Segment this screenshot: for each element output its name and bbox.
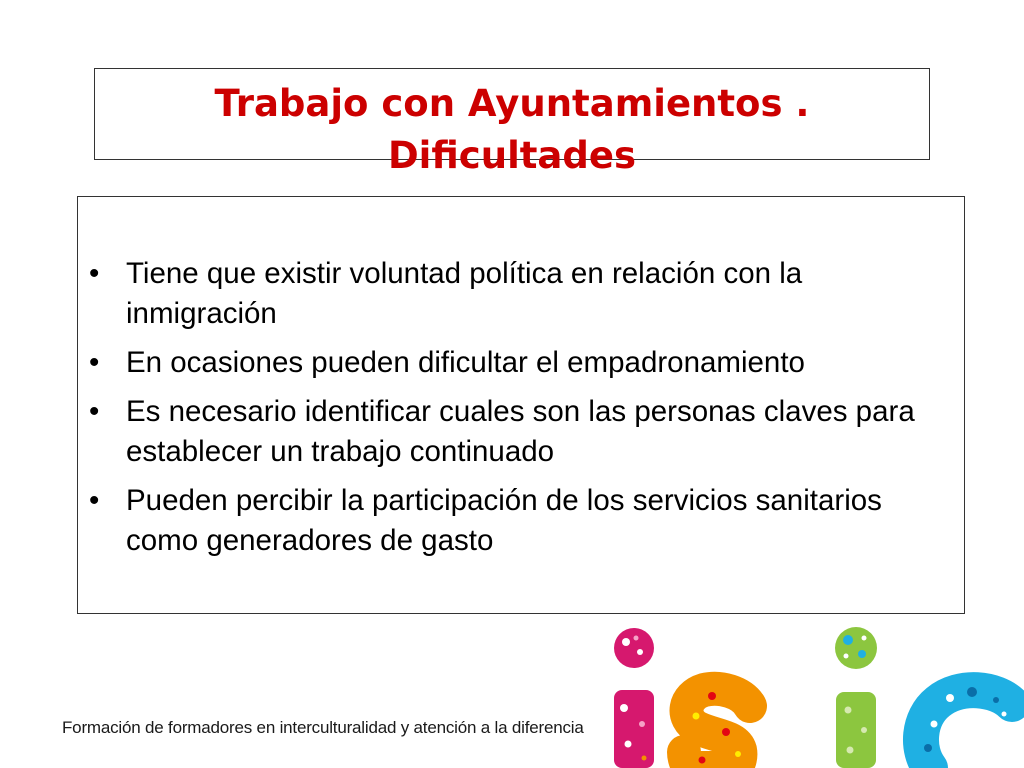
logo-dot-left [614, 628, 654, 668]
bullet-marker: • [89, 346, 100, 379]
slide-title: Trabajo con Ayuntamientos . Dificultades [214, 82, 810, 177]
logo-letter-s [684, 689, 750, 768]
bullet-text: En ocasiones pueden dificultar el empadronamiento [126, 346, 805, 379]
logo-stem-left [614, 690, 654, 768]
logo-stem-right [836, 692, 876, 768]
bullet-marker: • [89, 395, 100, 428]
bullet-text: Es necesario identificar cuales son las personas claves para establecer un trabajo continuado [126, 395, 915, 468]
logo-letter-c [921, 687, 1012, 768]
footer-caption: Formación de formadores en interculturalidad y atención a la diferencia [62, 718, 584, 737]
bullet-marker: • [89, 257, 100, 290]
isic-logo [600, 620, 1024, 768]
bullet-item [85, 343, 957, 383]
bullet-text: Pueden percibir la participación de los servicios sanitarios como generadores de gasto [126, 484, 882, 557]
logo-dot-right [835, 627, 877, 669]
bullet-text: Tiene que existir voluntad política en relación con la inmigración [126, 257, 803, 330]
bullet-item [85, 481, 957, 561]
bullet-marker: • [89, 484, 100, 517]
bullet-item [85, 392, 957, 472]
bullet-item [85, 254, 957, 334]
bullet-list [85, 254, 957, 570]
